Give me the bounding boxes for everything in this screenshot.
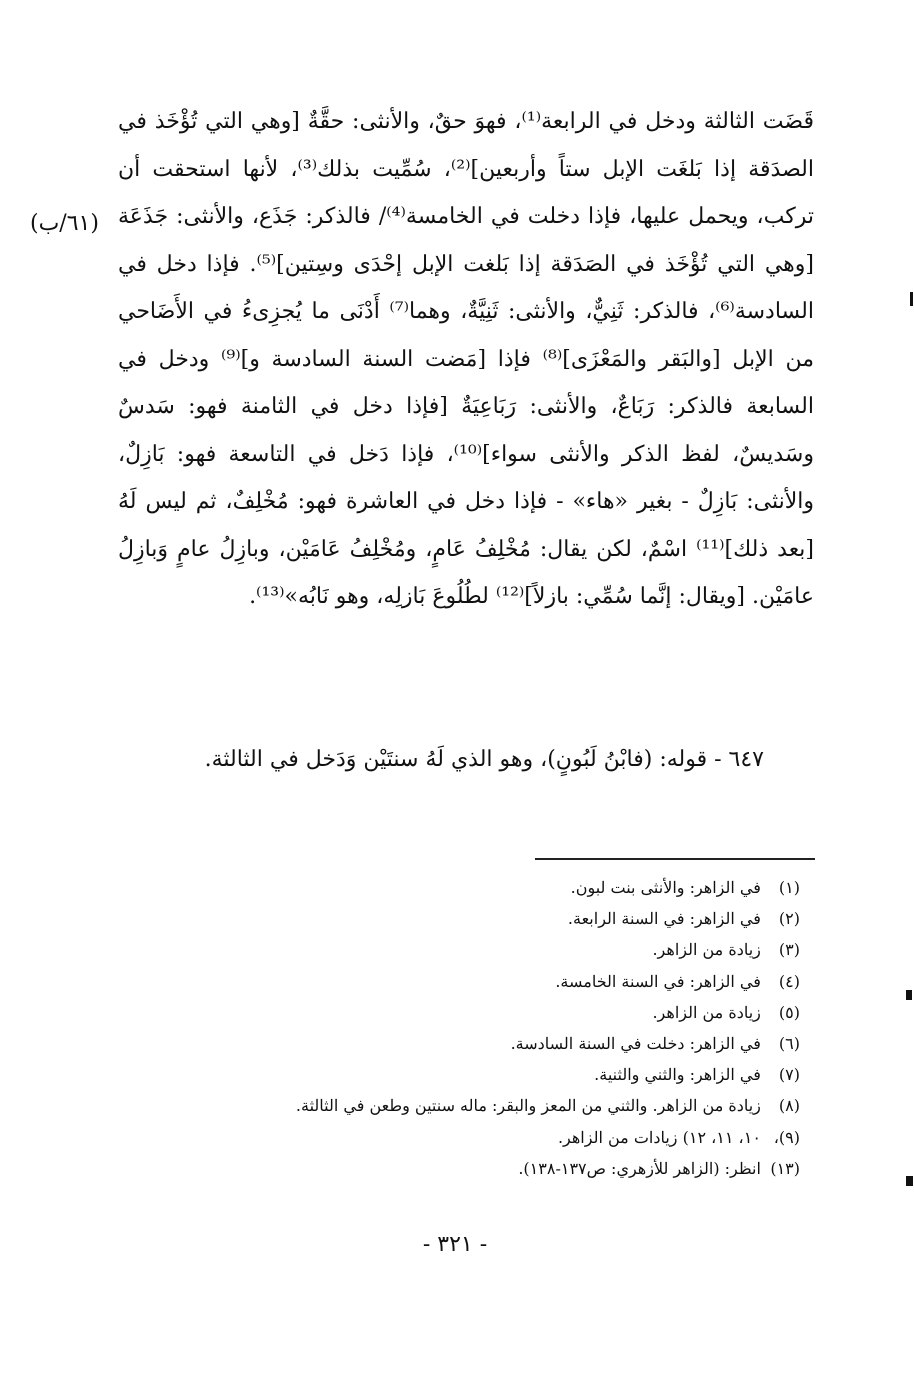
footnote-separator xyxy=(535,858,815,860)
body-line: [مَضت السنة السادسة و]⁽⁹⁾ ودخل في السابعة فالذكر: رَبَاعٌ، والأنثى: xyxy=(118,346,814,419)
scan-edge-mark xyxy=(910,292,913,306)
footnote xyxy=(240,903,800,934)
scan-edge-mark xyxy=(906,1176,913,1186)
body-line: يقال: مُخْلِفُ عَامٍ، ومُخْلِفُ عَامَيْن، وبازِلُ عامٍ وَبازِلُ عامَيْن. [ويقال: إنَّما xyxy=(118,536,814,609)
manuscript-folio-reference: (٦١/ب) xyxy=(30,211,99,236)
footnote-number: (٣) xyxy=(778,940,800,960)
body-line: رَبَاعِيَةٌ [فإذا دخل في الثامنة فهو: سَدسٌ وسَديسٌ، لفظ الذكر والأنثى xyxy=(118,394,814,467)
body-line: جَذَع، والأنثى: جَذَعَة [وهي التي تُؤْخَذ في الصَدَقة إذا بَلغت الإبل إحْدَى xyxy=(118,204,814,277)
footnote-number: (٥) xyxy=(778,1002,800,1022)
footnote xyxy=(240,1153,800,1184)
body-line: قَضَت الثالثة ودخل في الرابعة⁽¹⁾، فهوَ حقٌ، والأنثى: حقَّةٌ [وهي التي تُؤْخَذ xyxy=(154,109,814,134)
footnote xyxy=(240,997,800,1028)
body-line: وهما⁽⁷⁾ أَدْنَى ما يُجزِىءُ في الأَضَاحي من الإبل [والبَقر والمَعْزَى]⁽⁸⁾ فإذا xyxy=(118,299,814,372)
footnote-text: في الزاهر: والثني والثنية. xyxy=(594,1065,761,1085)
footnote xyxy=(240,934,800,965)
footnote-number: (١) xyxy=(778,878,800,897)
footnote-text: زيادة من الزاهر. والثني من المعز والبقر: ماله سنتين وطعن في الثالثة. xyxy=(295,1096,761,1116)
footnote-text: انظر: (الزاهر للأزهري: ص١٣٧-١٣٨). xyxy=(518,1158,761,1178)
main-paragraph xyxy=(118,98,814,621)
footnote-number: (٢) xyxy=(778,909,800,929)
footnote xyxy=(240,966,800,997)
footnote-text: زيادة من الزاهر. xyxy=(652,1002,761,1022)
footnote-text: ١٠، ١١، ١٢) زيادات من الزاهر. xyxy=(557,1127,761,1147)
footnote-number: (٨) xyxy=(778,1096,800,1116)
scan-edge-mark xyxy=(906,990,912,1000)
footnote-number: (٧) xyxy=(778,1065,800,1085)
footnote xyxy=(240,1059,800,1090)
page-number: - ٣٢١ - xyxy=(422,1232,488,1257)
footnote-number: (٦) xyxy=(778,1034,800,1054)
footnote-text: في الزاهر: في السنة الرابعة. xyxy=(567,909,761,929)
footnote xyxy=(240,1090,800,1121)
footnote-number: (١٣) xyxy=(770,1158,800,1178)
body-line: استحقت أن تركب، ويحمل عليها، فإذا دخلت في الخامسة⁽⁴⁾/ فالذكر: xyxy=(118,156,814,229)
body-line: فإذا دخل في العاشرة فهو: مُخْلِفٌ، ثم ليس لَهُ [بعد ذلك]⁽¹¹⁾ اسْمٌ، لكن xyxy=(118,489,815,562)
footnotes xyxy=(240,872,800,1184)
footnote xyxy=(240,1122,800,1153)
footnote-text: في الزاهر: والأنثى بنت لبون. xyxy=(570,878,761,897)
body-line: وسِتين]⁽⁵⁾. فإذا دخل في السادسة⁽⁶⁾، فالذكر: ثَنِيٌّ، والأنثى: ثَنِيَّةٌ، xyxy=(118,251,814,324)
footnote-text: في الزاهر: في السنة الخامسة. xyxy=(555,971,761,991)
footnote-text: في الزاهر: دخلت في السنة السادسة. xyxy=(510,1034,761,1054)
body-line: سواء]⁽¹⁰⁾، فإذا دَخل في التاسعة فهو: بَازِلٌ، والأنثى: بَازِلٌ - بغير «هاء» - xyxy=(118,441,814,514)
footnote-text: زيادة من الزاهر. xyxy=(652,940,761,960)
entry-647: ٦٤٧ - قوله: (فابْنُ لَبُونٍ)، وهو الذي لَهُ سنتَيْن وَدَخل في الثالثة. xyxy=(204,747,764,772)
footnote-number: (٤) xyxy=(778,971,800,991)
main-body-text xyxy=(118,98,814,621)
footnote xyxy=(240,872,800,903)
body-line: سُمِّي: بازلاً]⁽¹²⁾ لطُلُوعَ بَازلِه، وهو نَابُه»⁽¹³⁾. xyxy=(249,584,633,609)
body-line: في الصدَقة إذا بَلغَت الإبل ستاً وأربعين]⁽²⁾، سُمِّيت بذلك⁽³⁾، لأنها xyxy=(118,109,814,182)
footnote-number: (٩)، xyxy=(773,1127,800,1147)
footnote xyxy=(240,1028,800,1059)
